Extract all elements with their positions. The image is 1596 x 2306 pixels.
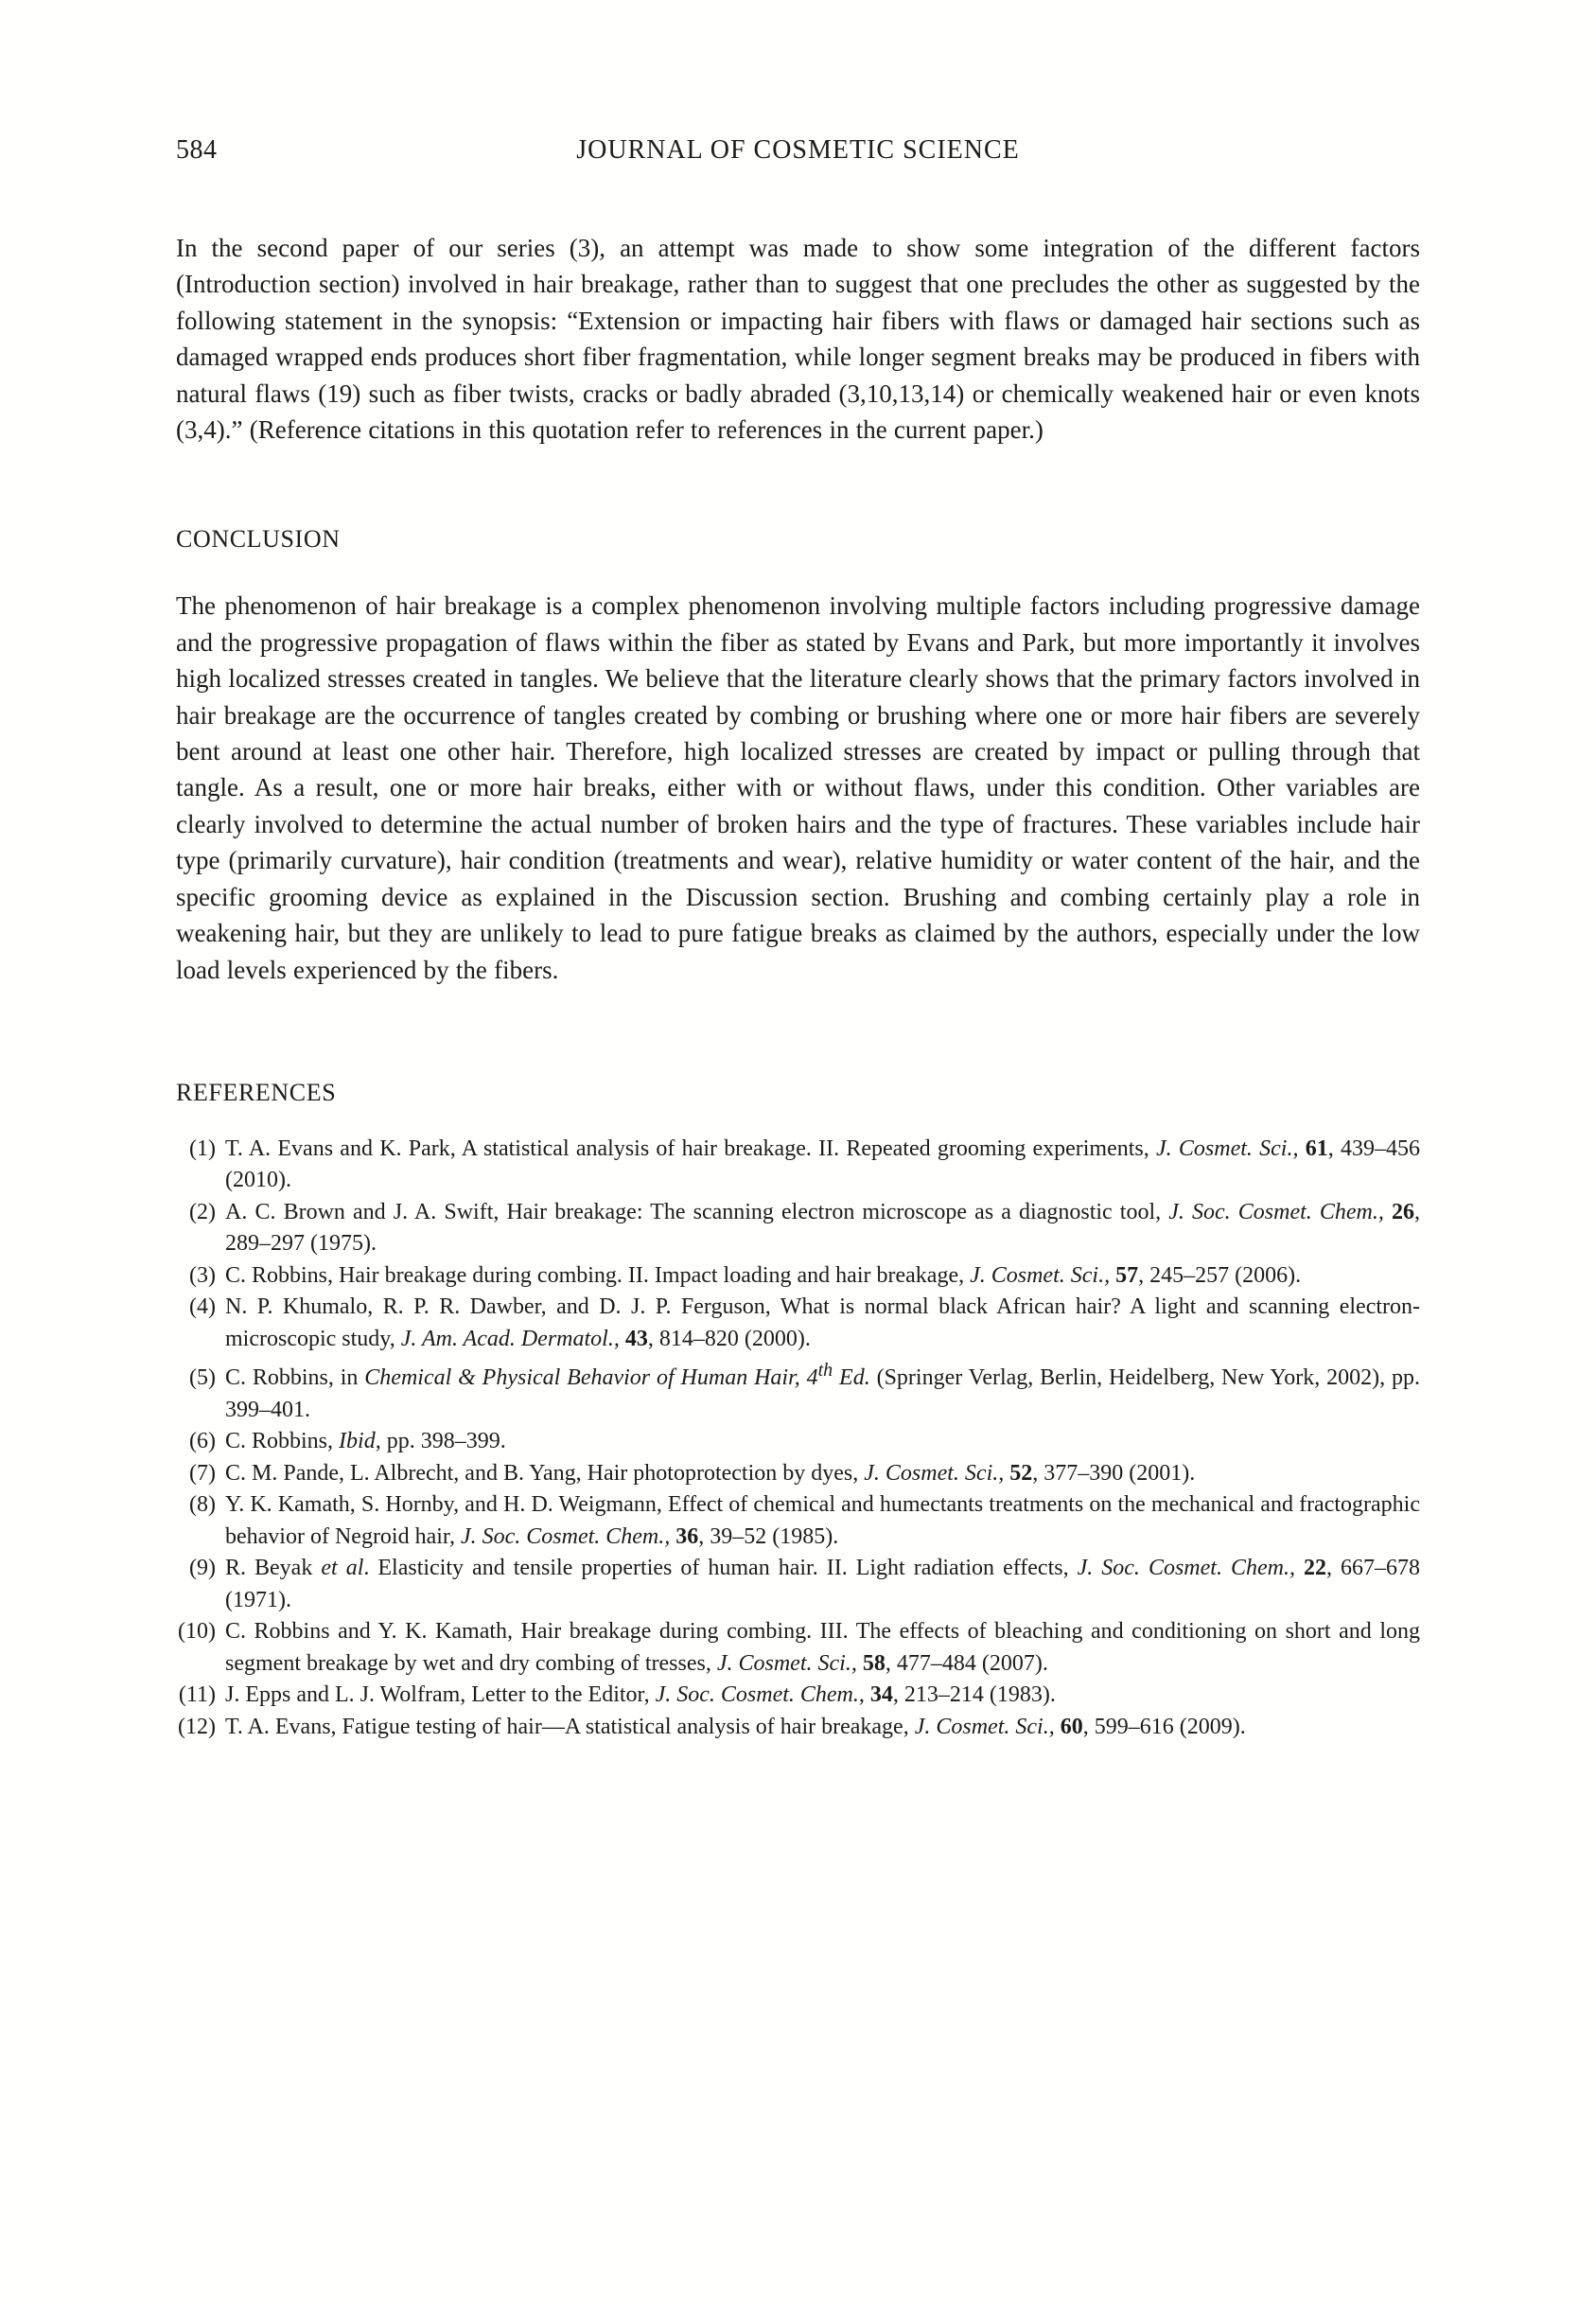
reference-text: T. A. Evans and K. Park, A statistical analysis of hair breakage. II. Repeated grooming experiments, J. Cosmet. Sci., 61, 439–456 (2010). xyxy=(225,1135,1421,1193)
reference-number: (10) xyxy=(178,1619,216,1645)
reference-item xyxy=(176,1355,1420,1426)
reference-text: T. A. Evans, Fatigue testing of hair—A statistical analysis of hair breakage, J. Cosmet. Sci., 60, 599–616 (2009). xyxy=(225,1714,1246,1739)
reference-item xyxy=(176,1292,1420,1355)
reference-item xyxy=(176,1616,1420,1680)
page-number: 584 xyxy=(176,135,218,165)
reference-number: (9) xyxy=(189,1556,216,1581)
reference-number: (3) xyxy=(189,1262,216,1288)
reference-item xyxy=(176,1426,1420,1458)
reference-number: (6) xyxy=(189,1429,216,1454)
conclusion-heading: CONCLUSION xyxy=(176,525,341,554)
reference-item xyxy=(176,1553,1420,1616)
reference-text: C. Robbins, in Chemical & Physical Behavior of Human Hair, 4th Ed. (Springer Verlag, Berlin, Heidelberg, New York, 2002), pp. 399–401. xyxy=(225,1360,1420,1422)
reference-item xyxy=(176,1458,1420,1490)
reference-text: N. P. Khumalo, R. P. R. Dawber, and D. J. P. Ferguson, What is normal black African hair? A light and scanning electron-microscopic study, J. Am. Acad. Dermatol., 43, 814–820 (2000). xyxy=(225,1294,1420,1351)
references-heading: REFERENCES xyxy=(176,1078,337,1106)
reference-number: (5) xyxy=(189,1365,216,1391)
reference-item xyxy=(176,1134,1420,1197)
reference-number: (7) xyxy=(189,1460,216,1486)
reference-text: C. M. Pande, L. Albrecht, and B. Yang, Hair photoprotection by dyes, J. Cosmet. Sci., 52, 377–390 (2001). xyxy=(225,1460,1196,1486)
reference-text: C. Robbins, Hair breakage during combing. II. Impact loading and hair breakage, J. Cosmet. Sci., 57, 245–257 (2006). xyxy=(225,1262,1302,1288)
reference-item xyxy=(176,1197,1420,1260)
reference-number: (12) xyxy=(178,1714,216,1739)
reference-text: C. Robbins, Ibid, pp. 398–399. xyxy=(225,1429,506,1454)
reference-number: (11) xyxy=(178,1682,216,1708)
reference-text: R. Beyak et al. Elasticity and tensile properties of human hair. II. Light radiation effects, J. Soc. Cosmet. Chem., 22, 667–678 (1971). xyxy=(225,1556,1421,1612)
reference-item xyxy=(176,1489,1420,1553)
reference-item xyxy=(176,1712,1420,1744)
journal-title: JOURNAL OF COSMETIC SCIENCE xyxy=(576,135,1020,165)
references-list xyxy=(176,1134,1420,1744)
reference-text: Y. K. Kamath, S. Hornby, and H. D. Weigmann, Effect of chemical and humectants treatments on the mechanical and fractographic behavior of Negroid hair, J. Soc. Cosmet. Chem., 36, 39–52 (1985). xyxy=(225,1492,1420,1549)
reference-number: (1) xyxy=(189,1135,216,1161)
reference-number: (2) xyxy=(189,1199,216,1224)
reference-item xyxy=(176,1680,1420,1712)
reference-text: A. C. Brown and J. A. Swift, Hair breakage: The scanning electron microscope as a diagnostic tool, J. Soc. Cosmet. Chem., 26, 289–297 (1975). xyxy=(225,1199,1421,1257)
reference-text: J. Epps and L. J. Wolfram, Letter to the Editor, J. Soc. Cosmet. Chem., 34, 213–214 (1983). xyxy=(225,1682,1056,1708)
reference-number: (8) xyxy=(189,1492,216,1518)
reference-text: C. Robbins and Y. K. Kamath, Hair breakage during combing. III. The effects of bleaching and conditioning on short and long segment breakage by wet and dry combing of tresses, J. Cosmet. Sci., 58, 477–484 (2007). xyxy=(225,1619,1420,1676)
conclusion-paragraph: The phenomenon of hair breakage is a complex phenomenon involving multiple factors including progressive damage and the progressive propagation of flaws within the fiber as stated by Evans and Park, but more importantly it involves high localized stresses created in tangles. We believe that the literature clearly shows that the primary factors involved in hair breakage are the occurrence of tangles created by combing or brushing where one or more hair fibers are severely bent around at least one other hair. Therefore, high localized stresses are created by impact or pulling through that tangle. As a result, one or more hair breaks, either with or without flaws, under this condition. Other variables are clearly involved to determine the actual number of broken hairs and the type of fractures. These variables include hair type (primarily curvature), hair condition (treatments and wear), relative humidity or water content of the hair, and the specific grooming device as explained in the Discussion section. Brushing and combing certainly play a role in weakening hair, but they are unlikely to lead to pure fatigue breaks as claimed by the authors, especially under the low load levels experienced by the fibers. xyxy=(176,591,1420,984)
intro-paragraph: In the second paper of our series (3), an attempt was made to show some integration of the different factors (Introduction section) involved in hair breakage, rather than to suggest that one precludes the other as suggested by the following statement in the synopsis: “Extension or impacting hair fibers with flaws or damaged hair sections such as damaged wrapped ends produces short fiber fragmentation, while longer segment breaks may be produced in fibers with natural flaws (19) such as fiber twists, cracks or badly abraded (3,10,13,14) or chemically weakened hair or even knots (3,4).” (Reference citations in this quotation refer to references in the current paper.) xyxy=(176,234,1420,445)
reference-number: (4) xyxy=(189,1294,216,1320)
page-header xyxy=(176,135,1420,173)
reference-item xyxy=(176,1260,1420,1293)
